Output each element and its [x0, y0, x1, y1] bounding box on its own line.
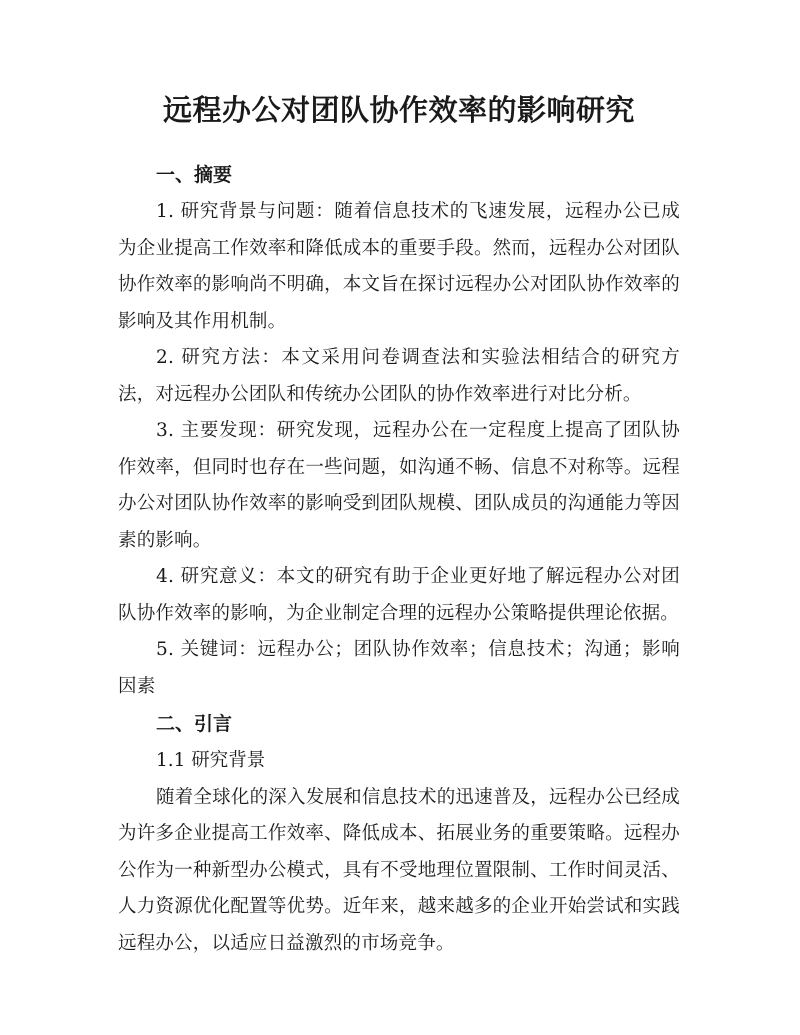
item-number: 5.: [156, 639, 175, 660]
item-number: 3.: [156, 420, 175, 441]
section-heading-intro: 二、引言: [156, 713, 233, 735]
abstract-item-2: [118, 340, 680, 413]
section-heading-abstract: 一、摘要: [156, 164, 233, 186]
item-number: 4.: [156, 566, 175, 587]
abstract-item-5: [118, 632, 680, 705]
item-text: 主要发现：研究发现，远程办公在一定程度上提高了团队协作效率，但同时也存在一些问题，如沟通不畅、信息不对称等。远程办公对团队协作效率的影响受到团队规模、团队成员的沟通能力等因素的影响。: [118, 420, 680, 551]
item-text: 关键词：远程办公；团队协作效率；信息技术；沟通；影响因素: [118, 639, 680, 697]
document-title: 远程办公对团队协作效率的影响研究: [162, 93, 635, 127]
item-text: 研究意义：本文的研究有助于企业更好地了解远程办公对团队协作效率的影响，为企业制定合理的远程办公策略提供理论依据。: [118, 566, 680, 624]
item-number: 1.: [156, 201, 175, 222]
intro-paragraph: 随着全球化的深入发展和信息技术的迅速普及，远程办公已经成为许多企业提高工作效率、降低成本、拓展业务的重要策略。远程办公作为一种新型办公模式，具有不受地理位置限制、工作时间灵活、人力资源优化配置等优势。近年来，越来越多的企业开始尝试和实践远程办公，以适应日益激烈的市场竞争。: [118, 786, 680, 954]
item-number: 2.: [156, 347, 175, 368]
abstract-item-3: [118, 413, 680, 559]
abstract-item-1: [118, 194, 680, 340]
item-text: 研究方法：本文采用问卷调查法和实验法相结合的研究方法，对远程办公团队和传统办公团队的协作效率进行对比分析。: [118, 347, 680, 405]
subsection-heading-background: 1.1 研究背景: [156, 750, 266, 771]
item-text: 研究背景与问题：随着信息技术的飞速发展，远程办公已成为企业提高工作效率和降低成本的重要手段。然而，远程办公对团队协作效率的影响尚不明确，本文旨在探讨远程办公对团队协作效率的影响及其作用机制。: [118, 201, 680, 332]
abstract-item-4: [118, 559, 680, 632]
